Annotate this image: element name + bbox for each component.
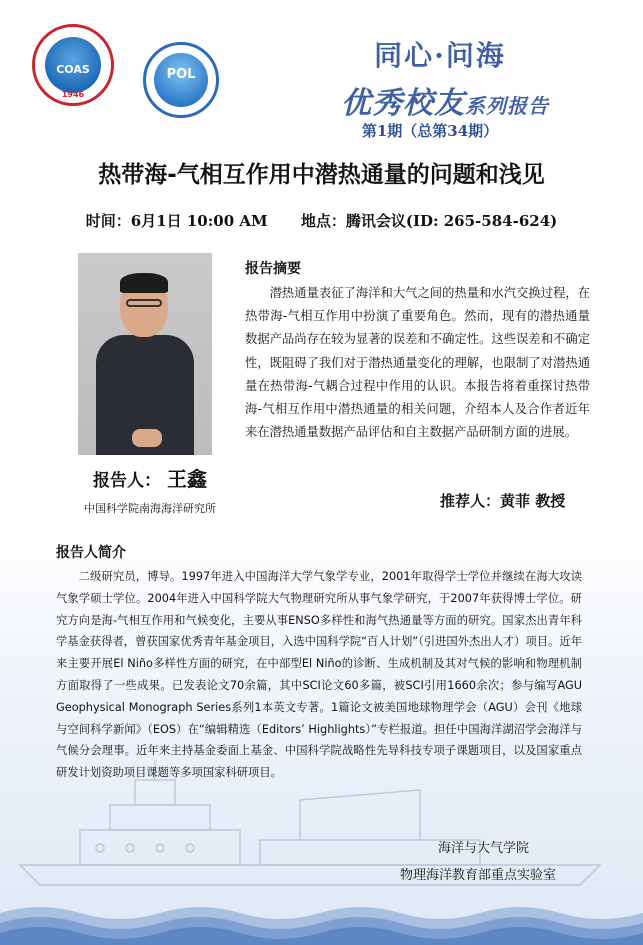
series-title [310, 78, 580, 122]
coas-logo [32, 24, 114, 106]
speaker-name-line [60, 463, 240, 492]
pol-logo [143, 42, 219, 118]
organizer-lab: 物理海洋教育部重点实验室 [400, 868, 557, 883]
abstract-text: 潜热通量表征了海洋和大气之间的热量和水汽交换过程，在热带海-气相互作用中扮演了重要角色。然而，现有的潜热通量数据产品尚存在较为显著的误差和不确定性。这些误差和不确定性，既阻碍了我们对于潜热通量变化的理解，也限制了对潜热通量在热带海-气耦合过程中作用的认识。本报告将着重探讨热带海-气相互作用中潜热通量的相关问题，介绍本人及合作者近年来在潜热通量数据产品评估和自主数据产品研制方面的进展。 [245, 286, 590, 440]
bio-heading: 报告人简介 [56, 545, 126, 561]
series-title-main: 优秀校友 [341, 86, 465, 121]
report-title: 热带海-气相互作用中潜热通量的问题和浅见 [98, 162, 545, 188]
bio-text: 二级研究员，博导。1997年进入中国海洋大学气象学专业，2001年取得学士学位并继续在海大攻读气象学硕士学位。2004年进入中国科学院大气物理研究所从事气象学研究，于2007年获得博士学位。研究方向是海-气相互作用和气候变化，主要从事ENSO多样性和海气热通量等方面的研究。国家杰出青年科学基金获得者，曾获国家优秀青年基金项目，入选中国科学院“百人计划”（引进国外杰出人才）项目。近年来主要开展El Niño多样性方面的研究，在中部型El Niño的诊断、生成机制及其对气候的影响和物理机制方面取得了一些成果。已发表论文70余篇，其中SCI论文60多篇，被SCI引用1660余次；参与编写AGU Geophysical Monograph Series系列1本英文专著。1篇论文被美国地球物理学会（AGU）会刊《地球与空间科学新闻》（EOS）在“编辑精选（Editors’ Highlights）”专栏报道。担任中国海洋湖沼学会海洋与气候分会理事。近年来主持基金委面上基金、中国科学院战略性先导科技专项子课题项目，以及国家重点研发计划资助项目课题等多项国家科研项目。 [56, 570, 582, 780]
pol-logo-label: POL [166, 67, 196, 82]
event-time: 时间：6月1日 10:00 AM [85, 212, 268, 230]
speaker-name: 王鑫 [167, 467, 207, 491]
speaker-label: 报告人： [93, 471, 161, 491]
issue-number: 第1期（总第34期） [361, 122, 499, 140]
organizer-school: 海洋与大气学院 [438, 841, 530, 856]
event-info [0, 210, 643, 231]
coas-logo-year: 1946 [61, 90, 85, 99]
speaker-affiliation: 中国科学院南海海洋研究所 [84, 502, 216, 515]
abstract-heading: 报告摘要 [245, 261, 301, 277]
bottom-waves [0, 895, 643, 945]
coas-logo-label: COAS [56, 63, 90, 76]
speaker-photo [78, 253, 212, 455]
slogan: 同心·问海 [374, 39, 506, 72]
series-title-tail: 系列报告 [465, 94, 549, 118]
recommender: 推荐人：黄菲 教授 [440, 492, 566, 510]
event-location: 地点：腾讯会议(ID: 265-584-624) [300, 212, 558, 230]
